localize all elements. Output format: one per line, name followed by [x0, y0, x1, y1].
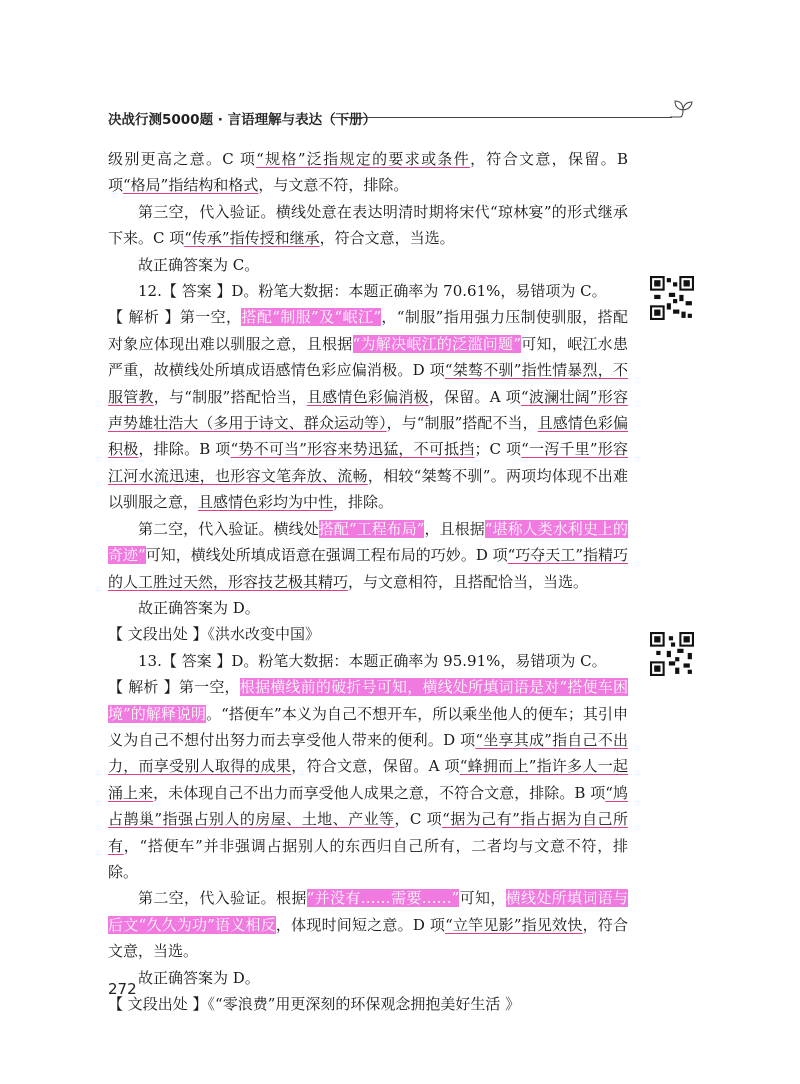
text-run: 可知，横线处所填成语意在强调工程布局的巧妙。D 项: [145, 546, 508, 565]
highlighted-text: 搭配“制服”及“岷江”: [241, 308, 382, 327]
text-run: ，符合文意，保留。A 项: [291, 757, 460, 776]
underlined-text: “坐享其成”指自己不出力，而享受: [108, 730, 629, 776]
underlined-text: “势不可当”形容来势迅猛，不可抵挡: [230, 440, 475, 459]
underlined-text: “鸠占鹊巢”指强占别人: [108, 783, 628, 829]
underlined-text: “格局”: [123, 176, 169, 195]
highlighted-text: 搭配“工程布局”: [318, 519, 425, 538]
text-run: 自己不出力而享受他人成果之意，不符合文意，排除。B 项: [213, 783, 606, 802]
qr-code-icon[interactable]: [650, 276, 694, 320]
text-run: ，C 项: [394, 810, 443, 829]
text-run: 对象应体现出难以驯服之意，且根据: [108, 334, 353, 353]
text-run: “制服”搭配恰当，: [184, 387, 307, 406]
text-run: ，“制服”指用强力压制使驯服，搭配: [381, 308, 628, 327]
paragraph: [108, 199, 628, 252]
text-run: ，且根据: [424, 519, 485, 538]
paragraph: [108, 991, 628, 1017]
highlighted-text: 迹”: [123, 546, 146, 565]
sprout-icon: [668, 98, 698, 122]
text-run: 可知，: [459, 889, 506, 908]
paragraph: [108, 252, 628, 278]
underlined-text: “据为己有”指占据为自己所有: [108, 810, 628, 855]
text-run: ，相较“桀骜不驯”。两项均体现不出难以驯服之意，: [108, 466, 628, 512]
paragraph: [108, 516, 628, 595]
text-run: 。“搭便车”本义为自己不想开车，所以乘坐他人的便车；其引申义为自: [108, 704, 628, 749]
text-run: 级别更高之意。C 项: [108, 150, 257, 168]
underlined-text: 且感情色彩偏消极: [306, 387, 429, 406]
paragraph: [108, 965, 628, 991]
paragraph: [108, 648, 628, 674]
text-run: ，符合文意，当选。: [319, 229, 455, 248]
text-run: 【 文段出处 】《“零浪费”用更深刻的环保观念拥抱美好生活 》: [108, 995, 521, 1013]
book-title: 决战行测5000题 · 言语理解与表达（下册）: [108, 112, 377, 128]
text-run: 【 解析 】第一空，: [108, 308, 242, 327]
underlined-text: 指结构和格式: [168, 176, 259, 195]
paragraph: [108, 595, 628, 621]
text-run: ，未体现: [153, 783, 214, 802]
text-run: ；C 项: [474, 440, 522, 459]
header-rule: [332, 117, 672, 118]
text-run: 故横线处所填成语感情色彩应偏消极。D 项: [153, 361, 445, 380]
underlined-text: “一泻千里”形容江河水流迅速，也形: [108, 440, 628, 485]
underlined-text: 且感情色彩偏积极: [108, 414, 628, 459]
underlined-text: “蜂拥而上”指许多人一起涌上来: [108, 757, 628, 802]
underlined-text: “传承”指传授和继承: [184, 229, 320, 248]
paragraph: [108, 146, 628, 199]
paragraph: [108, 304, 628, 515]
underlined-text: “桀骜不驯”指性情暴烈，不服管教: [108, 361, 628, 406]
text-run: 第二空，代入验证。横线处: [138, 519, 319, 538]
text-run: ，与“制服”搭配不当，: [386, 414, 538, 433]
text-run: 第二空，代入验证。根据: [138, 889, 307, 908]
text-run: 故正确答案为 D。: [138, 598, 260, 617]
text-run: 可知，岷江水患严重，: [108, 334, 628, 380]
text-run: 12.【 答案 】D。粉笔大数据：本题正确率为 70.61%，易错项为 C。: [138, 282, 607, 301]
text-run: ，体现时间短之意。D 项: [275, 915, 446, 934]
text-run: 13.【 答案 】D。粉笔大数据：本题正确率为 95.91%，易错项为 C。: [138, 651, 607, 670]
text-run: ，与文意不符，排除。: [258, 176, 409, 195]
underlined-text: “立竿见影”指见效快: [445, 915, 583, 934]
page-number: 272: [108, 980, 137, 998]
highlighted-text: “久久为功”语义相反: [138, 915, 276, 934]
text-run: ，排除。B 项: [138, 440, 231, 459]
highlighted-text: “并没有……需要……”: [306, 889, 460, 908]
underlined-text: 均为中性: [273, 493, 334, 512]
underlined-text: 别人取得的成果: [184, 757, 292, 776]
underlined-text: （多用于诗文、群众运动等）: [198, 414, 387, 433]
text-run: 己不想付出努力而去享受他人带来的便利。D 项: [153, 730, 476, 749]
paragraph: [108, 621, 628, 647]
text-run: ，符合文意，: [108, 915, 628, 961]
underlined-text: “波澜壮阔”形容声势雄壮浩大: [108, 387, 628, 433]
text-run: ，与: [153, 387, 185, 406]
text-run: ，“搭便车”并非强调: [123, 836, 267, 855]
paragraph: [108, 278, 628, 304]
text-run: 故正确答案为 C。: [138, 255, 260, 274]
underlined-text: 且感情色彩: [198, 493, 274, 512]
qr-code-icon[interactable]: [650, 632, 694, 676]
highlighted-text: “堪称人类水利史上的奇: [108, 519, 628, 565]
text-run: 【 文段出处 】《洪水改变中国》: [108, 625, 321, 644]
highlighted-text: 根据横线前的破折号可知，横线处所填词语是对“搭便车困境”: [108, 678, 628, 723]
text-run: 故正确答案为 D。: [138, 968, 260, 987]
text-run: 占据别人的东西归自己所有，二者均与文意不符，排除。: [108, 836, 628, 881]
text-run: 【 解析 】第一空，: [108, 678, 240, 697]
running-header: [108, 104, 698, 130]
paragraph: [108, 885, 628, 964]
highlighted-text: “为解决岷江的泛滥问题”: [352, 334, 521, 353]
text-run: ，排除。: [333, 493, 394, 512]
underlined-text: “巧夺天工”指精巧的人: [108, 546, 629, 591]
text-run: ，符合文意，保留。B 项: [108, 150, 629, 195]
text-run: 第三空，代入验证。横线处意在表达明清时期将宋代“琼林宴”的形式继承下来。: [108, 202, 628, 248]
underlined-text: “规格”泛指规定的要求或条件: [256, 150, 471, 168]
paragraph: [108, 674, 628, 885]
text-run: ，与文意相符，且搭配恰当，当选。: [348, 572, 589, 591]
text-run: 当选。: [153, 942, 199, 961]
underlined-text: 工胜过天然，形容技艺极其精巧: [138, 572, 349, 591]
answer-explanation-text: [108, 146, 628, 1017]
underlined-text: 的房屋、土地、产业等: [239, 810, 395, 829]
highlighted-text: 的解释说明: [130, 704, 207, 723]
underlined-text: 容文笔奔放、流畅: [245, 466, 368, 485]
highlighted-text: 横线处所填词语与后文: [108, 889, 628, 934]
text-run: ，保留。A 项: [428, 387, 521, 406]
text-run: C 项: [153, 229, 185, 248]
